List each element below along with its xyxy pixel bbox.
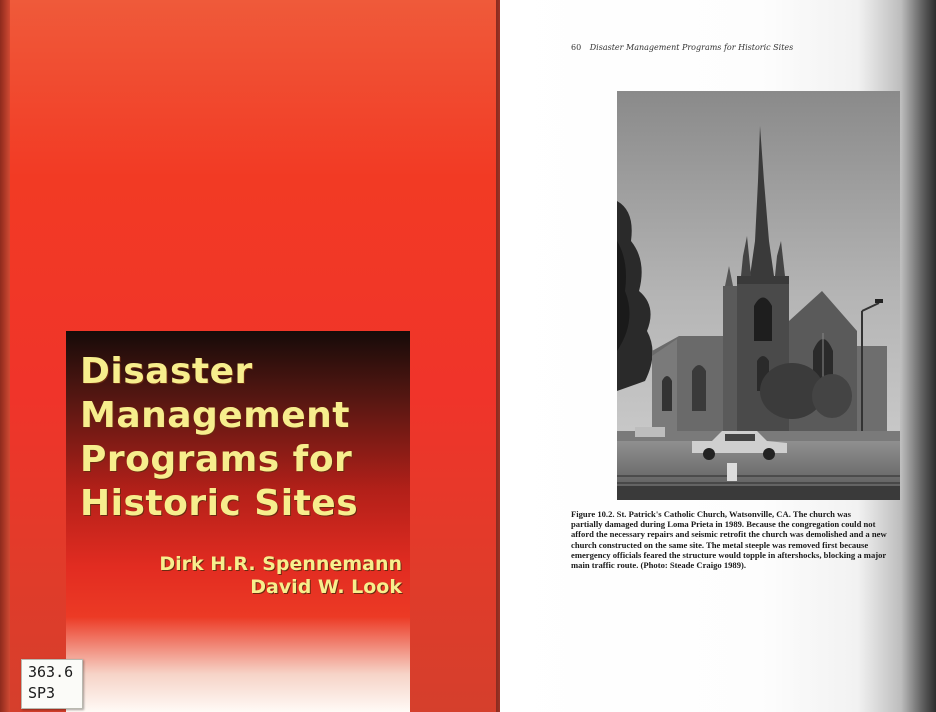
church-photo-drawing — [617, 91, 900, 500]
book-authors — [140, 553, 402, 599]
caption-line: partially damaged during Loma Prieta in 1989. Because the congregation could not — [571, 519, 876, 530]
book-page — [500, 0, 936, 712]
author-2: David W. Look — [250, 576, 402, 598]
running-head — [571, 43, 793, 52]
caption-line: main traffic route. (Photo: Steade Craigo 1989). — [571, 560, 747, 571]
book-title-line-2: Management — [80, 395, 350, 436]
cover-spine-edge — [0, 0, 10, 712]
call-number-line-2: SP3 — [28, 684, 56, 702]
book-title-line-4: Historic Sites — [80, 483, 359, 524]
call-number-line-1: 363.6 — [28, 663, 74, 681]
caption-line: afford the necessary repairs and seismic retrofit the church was demolished and a new — [571, 529, 887, 540]
book-title-line-3: Programs for — [80, 439, 353, 480]
church-photo — [617, 91, 900, 500]
running-title: Disaster Management Programs for Historic Sites — [589, 43, 794, 52]
caption-line: Figure 10.2. St. Patrick's Catholic Church, Watsonville, CA. The church was — [571, 509, 851, 519]
book-title — [80, 350, 400, 526]
caption-line: emergency officials feared the structure would topple in aftershocks, blocking a major — [571, 549, 887, 560]
caption-line: church constructed on the same site. The metal steeple was removed first because — [571, 539, 869, 550]
book-title-line-1: Disaster — [80, 351, 253, 392]
author-1: Dirk H.R. Spennemann — [159, 553, 402, 575]
library-call-number-label — [21, 659, 83, 709]
figure-caption — [571, 509, 931, 570]
page-number: 60 — [571, 43, 582, 52]
